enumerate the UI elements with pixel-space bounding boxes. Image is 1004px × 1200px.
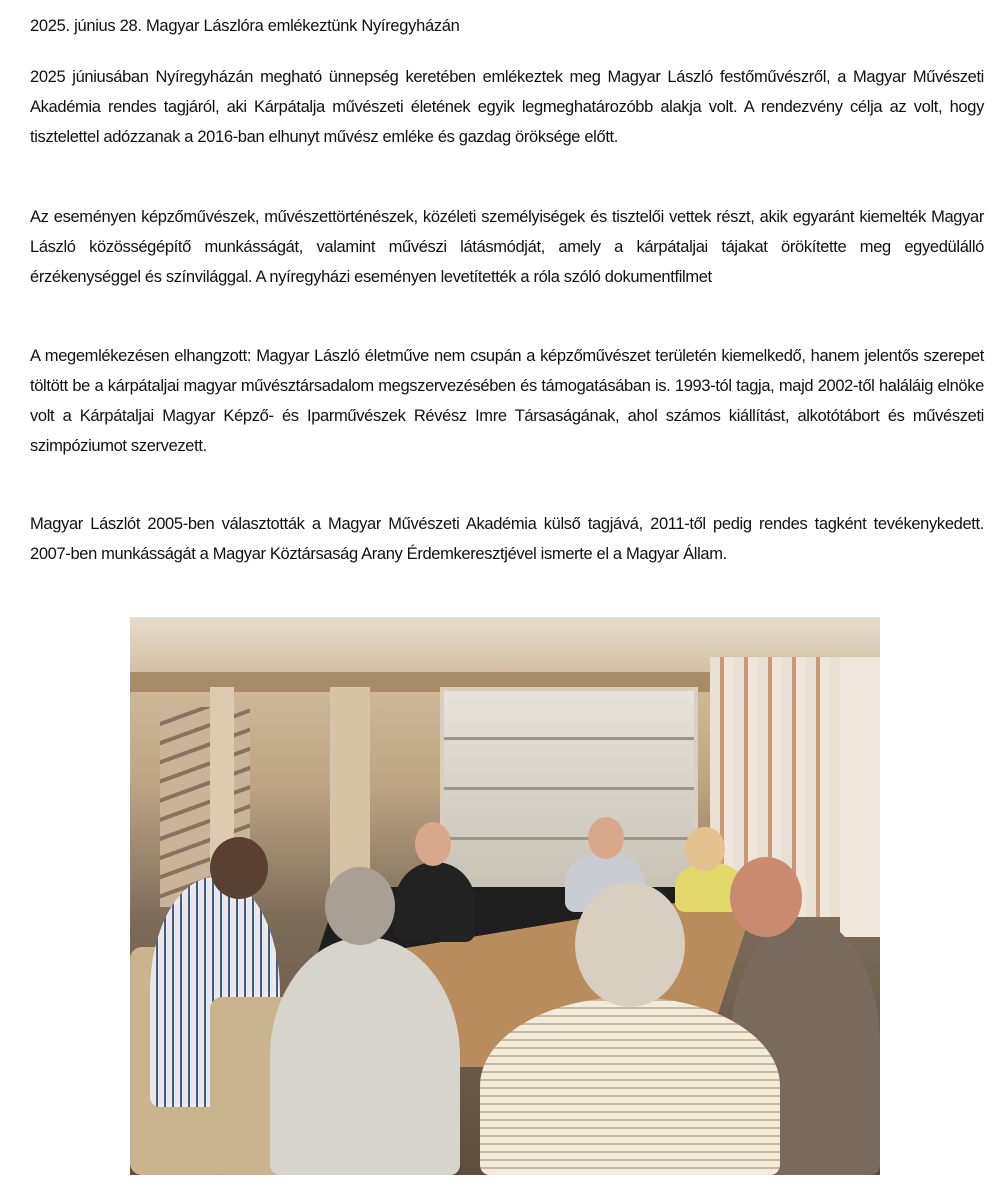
article-title: 2025. június 28. Magyar Lászlóra emlékeztünk Nyíregyházán bbox=[30, 17, 460, 35]
photo-person bbox=[395, 862, 475, 942]
photo-person-head bbox=[685, 827, 725, 871]
photo-person-head bbox=[575, 882, 685, 1007]
photo-display-cabinet bbox=[440, 687, 698, 895]
photo-person bbox=[480, 997, 780, 1175]
photo-person-head bbox=[730, 857, 802, 937]
paragraph: Magyar Lászlót 2005-ben választották a Magyar Művészeti Akadémia külső tagjává, 2011-től pedig rendes tagként tevékenykedett. 2007-ben munkásságát a Magyar Köztársaság Arany Érdemkeresztjével ismerte el a Magyar Állam. bbox=[30, 515, 984, 563]
photo-person-head bbox=[325, 867, 395, 945]
paragraph: A megemlékezésen elhangzott: Magyar László életműve nem csupán a képzőművészet területén kiemelkedő, hanem jelentős szerepet töltött be a kárpátaljai magyar művésztársadalom megszervezésében és támogatásában is. 1993-tól tagja, majd 2002-től haláláig elnöke volt a Kárpátaljai Magyar Képző- és Iparművészek Révész Imre Társaságának, ahol számos kiállítást, alkotótábort és művészeti szimpóziumot szervezett. bbox=[30, 347, 984, 455]
event-photo bbox=[130, 617, 880, 1175]
photo-person-head bbox=[415, 822, 451, 866]
photo-shelf bbox=[444, 837, 694, 840]
photo-shelf bbox=[444, 737, 694, 740]
photo-person-head bbox=[588, 817, 624, 859]
photo-person-head bbox=[210, 837, 268, 899]
paragraph: Az eseményen képzőművészek, művészettörténészek, közéleti személyiségek és tisztelői vettek részt, akik egyaránt kiemelték Magyar László közösségépítő munkásságát, valamint művészi látásmódját, amely a kárpátaljai tájakat örökítette meg egyedülálló érzékenységgel és színvilággal. A nyíregyházi eseményen levetítették a róla szóló dokumentfilmet bbox=[30, 208, 984, 286]
paragraph: 2025 júniusában Nyíregyházán megható ünnepség keretében emlékeztek meg Magyar László festőművészről, a Magyar Művészeti Akadémia rendes tagjáról, aki Kárpátalja művészeti életének egyik legmeghatározóbb alakja volt. A rendezvény célja az volt, hogy tisztelettel adózzanak a 2016-ban elhunyt művész emléke és gazdag öröksége előtt. bbox=[30, 68, 984, 146]
photo-person bbox=[270, 937, 460, 1175]
photo-curtain bbox=[840, 657, 880, 937]
photo-shelf bbox=[444, 787, 694, 790]
